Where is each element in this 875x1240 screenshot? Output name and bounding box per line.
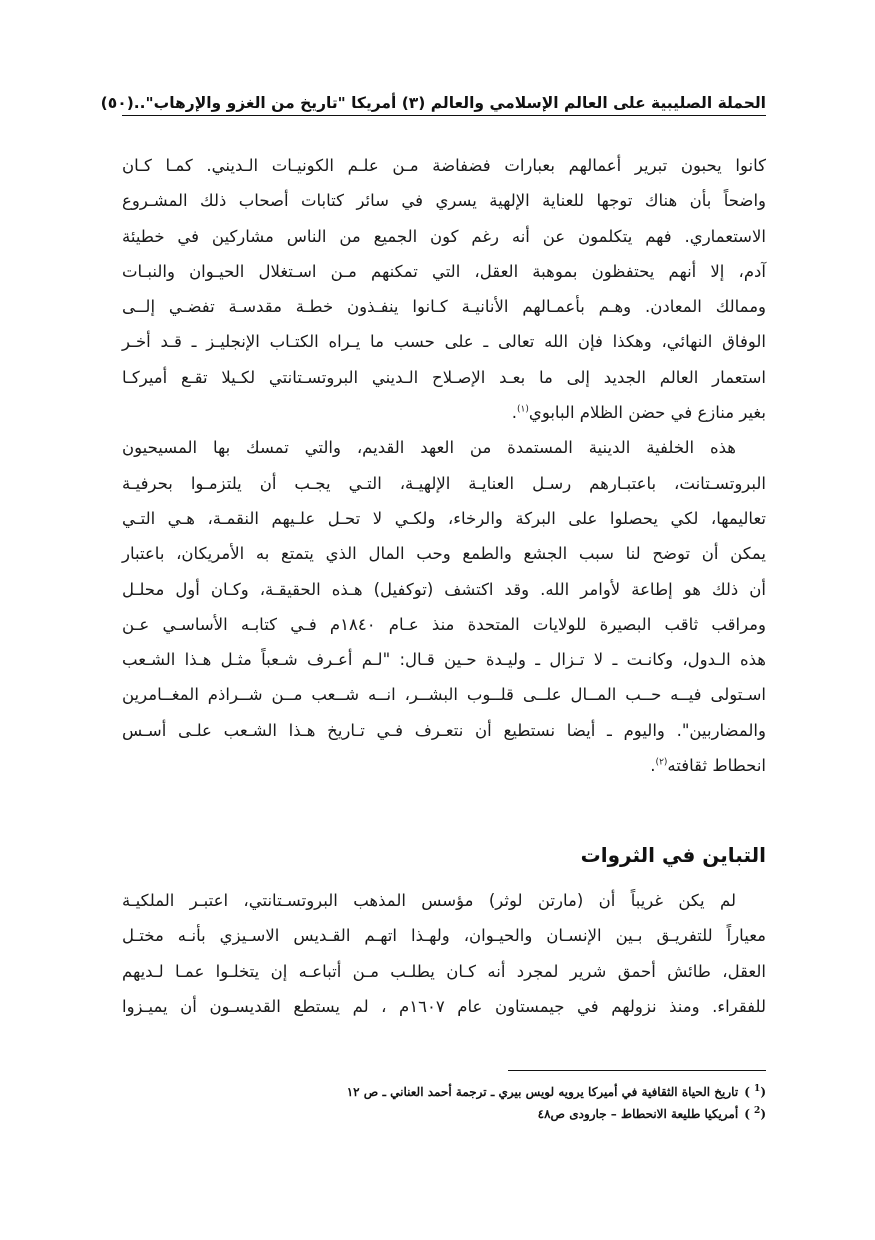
text-line-content: انحطاط ثقافته (667, 756, 766, 776)
text-line: وممالك المعادن. وهـم بأعمـالهم الأنانيـة كـانوا ينفـذون خطـة مقدسـة تفضـي إلــى (122, 297, 766, 317)
text-line: الوفاق النهائي، وهكذا فإن الله تعالى ـ على حسب ما يـراه الكتـاب الإنجليـز ـ قـد أخـر (122, 332, 766, 352)
text-line (122, 748, 766, 783)
text-line: والمضاربين". واليوم ـ أيضا نستطيع أن نتعـرف فـي تـاريخ هـذا الشـعب علـى أسـس (122, 720, 766, 740)
paragraph-2 (122, 430, 766, 783)
footnote-2 (122, 1100, 766, 1122)
footnote-text: تاريخ الحياة الثقافية في أميركا يرويه لويس بيري ـ ترجمة أحمد العناني ـ ص ١٢ (346, 1085, 739, 1099)
line-end-punctuation: . (650, 756, 656, 776)
section-paragraph (122, 883, 766, 1024)
text-line: اسـتولى فيــه حــب المــال علــى قلــوب البشــر، انــه شــعب مــن شــراذم المغــامرين (122, 685, 766, 705)
text-line: كانوا يحبون تبرير أعمالهم بعبارات فضفاضة مـن علـم الكونيـات الـديني. كمـا كـان (122, 156, 766, 175)
footnote-text: أمريكيا طليعة الانحطاط – جارودى ص٤٨ (537, 1107, 739, 1121)
footnote-separator (508, 1070, 766, 1071)
text-line: استعمار العالم الجديد إلى ما بعـد الإصـلاح الـديني البروتسـتانتي لكـيلا تقـع أميركـا (122, 367, 766, 387)
page-number: (٥٠) (100, 94, 134, 112)
text-line: هذه الـدول، وكانـت ـ لا تـزال ـ وليـدة حـين قـال: "لـم أعـرف شـعباً مثـل هـذا الشـعب (122, 650, 766, 670)
running-header (100, 88, 766, 116)
text-line-content: بغير منازع في حضن الظلام البابوي (528, 403, 766, 423)
text-line: آدم، إلا أنهم يحتفظون بموهبة العقل، التي تمكنهم مـن اسـتغلال الحيـوان والنبـات (122, 261, 766, 281)
footnotes (122, 1078, 766, 1122)
line-end-punctuation: . (511, 403, 518, 423)
footnote-marker: ( $^1$) (744, 1084, 766, 1099)
footnote-reference-1[interactable]: (١) (517, 404, 529, 415)
text-line: أن ذلك هو إطاعة لأوامر الله. وقد اكتشف (توكفيل) هـذه الحقيقـة، وكـان أول محلـل (122, 579, 766, 599)
paragraph-1 (122, 148, 766, 430)
text-line: للفقراء. ومنذ نزولهم في جيمستاون عام ١٦٠٧م ، لم يستطع القديسـون أن يميـزوا (122, 996, 766, 1016)
text-line: الاستعماري. فهم يتكلمون عن أنه رغم كون الجميع من الناس مشاركين في خطيئة (122, 226, 766, 246)
running-header-title: الحملة الصليبية على العالم الإسلامي والعالم (٣) أمريكا "تاريخ من الغزو والإرهاب".. (133, 94, 766, 112)
text-line: البروتسـتانت، باعتبـارهم رسـل العنايـة الإلهيـة، التـي يجـب أن يلتزمـوا بحرفيـة (122, 473, 766, 493)
text-line: ومراقب ثاقب البصيرة للولايات المتحدة منذ عـام ١٨٤٠م فـي كتابـه الأساسـي عـن (122, 614, 766, 634)
text-line: لم يكن غريباً أن (مارتن لوثر) مؤسس المذهب البروتسـتانتي، اعتبـر الملكيـة (122, 891, 736, 910)
footnote-marker: ( $^2$) (744, 1106, 766, 1121)
footnote-reference-2[interactable]: (٢) (655, 757, 668, 768)
text-line: تعاليمها، لكي يحصلوا على البركة والرخاء، ولكـي لا تحـل علـيهم النقمـة، هـي التـي (122, 508, 766, 528)
text-line: يمكن أن توضح لنا سبب الجشع والطمع وحب المال الذي يتمتع به الأمريكان، باعتبار (122, 544, 766, 564)
body-text (122, 148, 766, 783)
text-line: معياراً للتفريـق بـين الإنسـان والحيـوان، ولهـذا اتهـم القـديس الاسـيزي بأنـه مختـل (122, 926, 766, 946)
text-line: العقل، طائش أحمق شرير لمجرد أنه كـان يطلـب مـن أتباعـه إن يتخلـوا عمـا لـديهم (122, 961, 766, 981)
section-heading: التباين في الثروات (580, 843, 766, 867)
footnote-1 (122, 1078, 766, 1100)
text-line (122, 395, 766, 430)
text-line: واضحاً بأن هناك توجها للعناية الإلهية يسري في سائر كتابات أصحاب ذلك المشـروع (122, 191, 766, 211)
text-line: هذه الخلفية الدينية المستمدة من العهد القديم، والتي تمسك بها المسيحيون (122, 438, 736, 458)
